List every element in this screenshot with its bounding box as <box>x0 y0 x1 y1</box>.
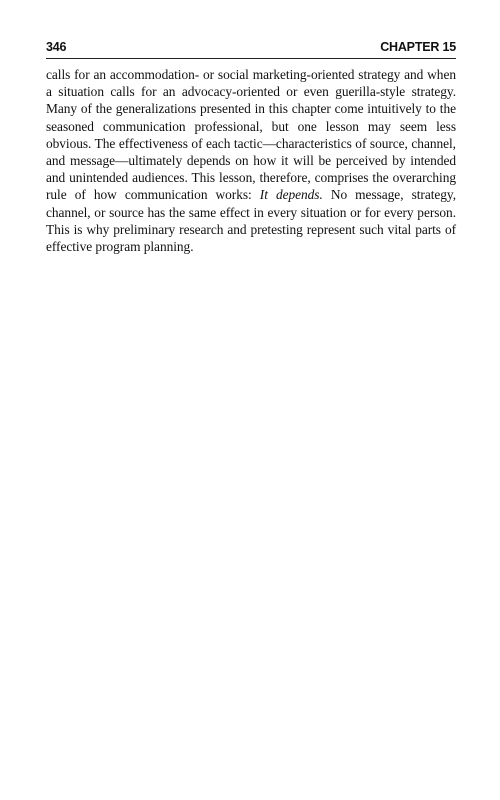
body-text-part-1: calls for an accommodation- or social marketing-oriented strategy and when a situation calls for an advocacy-oriented or even guerilla-style strategy. Many of the generalizations presented in this chapter come intuitively to the seasoned communication professional, but one lesson may seem less obvious. The effectiveness of each tactic—characteristics of source, channel, and message—ultimately depends on how it will be perceived by intended and unintended audiences. This lesson, therefore, comprises the overarching rule of how communication works: <box>46 67 456 203</box>
body-emphasis: It depends. <box>259 187 323 203</box>
chapter-label: CHAPTER 15 <box>380 40 456 54</box>
page-number: 346 <box>46 40 67 54</box>
body-paragraph <box>46 66 456 255</box>
header-rule <box>46 58 456 59</box>
running-head <box>46 40 456 54</box>
body-text-part-2: No message, strategy, channel, or source has the same effect in every situation or for every person. This is why preliminary research and pretesting represent such vital parts of effective program planning. <box>46 187 456 255</box>
